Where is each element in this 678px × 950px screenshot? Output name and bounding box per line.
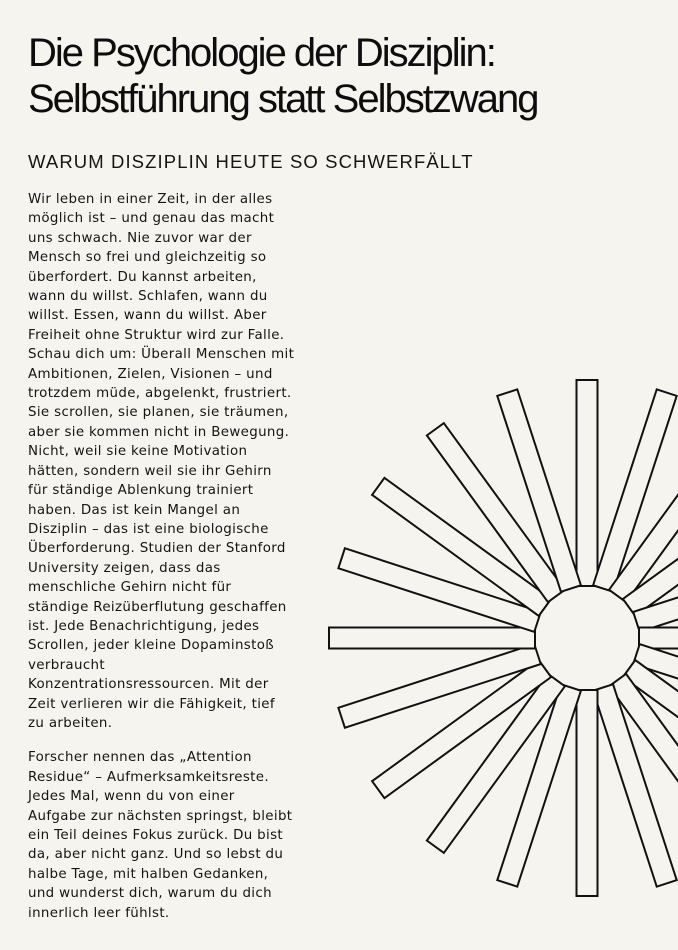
text-line: Scrollen, jeder kleine Dopaminstoß xyxy=(28,638,275,654)
starburst-ray xyxy=(372,478,551,616)
starburst-ray xyxy=(593,684,677,886)
starburst-ray xyxy=(593,389,677,591)
text-line: möglich ist – und genau das macht xyxy=(28,211,275,227)
text-line: ständige Reizüberflutung geschaffen xyxy=(28,599,287,615)
text-line: Schau dich um: Überall Menschen mit xyxy=(28,347,295,363)
text-line: halbe Tage, mit halben Gedanken, xyxy=(28,866,269,882)
starburst-rays xyxy=(329,380,678,896)
text-line: Jedes Mal, wenn du von einer xyxy=(28,789,235,805)
text-line: und wunderst dich, warum du dich xyxy=(28,886,272,902)
body-text xyxy=(28,190,320,938)
starburst-ray xyxy=(329,628,535,649)
starburst-ray xyxy=(497,389,581,591)
text-line: Überforderung. Studien der Stanford xyxy=(28,541,286,557)
text-line: wann du willst. Schlafen, wann du xyxy=(28,289,268,305)
starburst-ray xyxy=(372,660,551,798)
starburst-ray xyxy=(577,380,598,586)
text-line: Residue“ – Aufmerksamkeitsreste. xyxy=(28,769,269,785)
text-line: hätten, sondern weil sie ihr Gehirn xyxy=(28,463,272,479)
starburst-ray xyxy=(497,684,581,886)
text-line: Forscher nennen das „Attention xyxy=(28,750,252,766)
text-line: Zeit verlieren wir die Fähigkeit, tief xyxy=(28,696,275,712)
text-line: Freiheit ohne Struktur wird zur Falle. xyxy=(28,327,285,343)
starburst-ray xyxy=(427,674,565,853)
page-title-line-2: Selbstführung statt Selbstzwang xyxy=(28,77,538,121)
text-line: ein Teil deines Fokus zurück. Du bist xyxy=(28,828,284,843)
text-line: überfordert. Du kannst arbeiten, xyxy=(28,269,257,285)
text-line: aber sie kommen nicht in Bewegung. xyxy=(28,424,290,440)
text-line: Ambitionen, Zielen, Visionen – und xyxy=(28,366,273,382)
text-line: Konzentrationsressourcen. Mit der xyxy=(28,677,269,693)
starburst-ray xyxy=(623,478,678,616)
text-line: Aufgabe zur nächsten springst, bleibt xyxy=(28,808,293,824)
starburst-ray xyxy=(633,644,678,728)
text-line: uns schwach. Nie zuvor war der xyxy=(28,230,252,246)
text-line: ist. Jede Benachrichtigung, jedes xyxy=(28,618,260,634)
text-line: Mensch so frei und gleichzeitig so xyxy=(28,250,267,266)
starburst-ray xyxy=(609,674,678,853)
text-line: willst. Essen, wann du willst. Aber xyxy=(28,308,267,324)
text-line: da, aber nicht ganz. Und so lebst du xyxy=(28,847,284,863)
starburst-ray xyxy=(623,660,678,798)
starburst-ray xyxy=(639,628,678,649)
text-line: Sie scrollen, sie planen, sie träumen, xyxy=(28,405,289,421)
text-line: Disziplin – das ist eine biologische xyxy=(28,521,269,537)
section-heading: WARUM DISZIPLIN HEUTE SO SCHWERFÄLLT xyxy=(28,151,474,172)
starburst-ray xyxy=(338,548,540,632)
starburst-ray xyxy=(609,423,678,602)
starburst-ray xyxy=(427,423,565,602)
text-line: menschliche Gehirn nicht für xyxy=(28,580,232,596)
text-line: University zeigen, dass das xyxy=(28,560,221,576)
text-line: innerlich leer fühlst. xyxy=(28,905,170,921)
text-line: trotzdem müde, abgelenkt, frustriert. xyxy=(28,386,292,402)
starburst-ray xyxy=(633,548,678,632)
text-line: haben. Das ist kein Mangel an xyxy=(28,502,241,518)
text-line: Wir leben in einer Zeit, in der alles xyxy=(28,192,273,207)
text-line: für ständige Ablenkung trainiert xyxy=(28,483,254,499)
paragraph-1 xyxy=(28,190,320,733)
paragraph-2 xyxy=(28,748,320,923)
text-line: Nicht, weil sie keine Motivation xyxy=(28,444,248,460)
starburst-ray xyxy=(338,644,540,728)
text-line: zu arbeiten. xyxy=(28,715,113,731)
page-title-line-1: Die Psychologie der Disziplin: xyxy=(28,31,495,75)
page-title xyxy=(28,30,648,122)
text-line: verbraucht xyxy=(28,657,105,673)
starburst-ray xyxy=(577,690,598,896)
